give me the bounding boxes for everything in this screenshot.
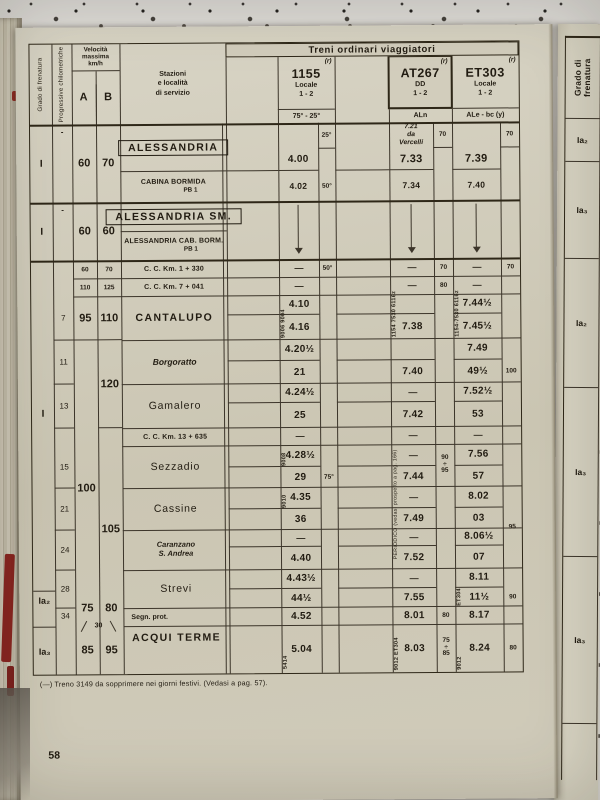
footnote: (—) Treno 3149 da sopprimere nei giorni festivi. (Vedasi a pag. 57). bbox=[39, 678, 268, 689]
time-et303-cassine-dep: 03 bbox=[472, 512, 485, 524]
speed-b: 70 bbox=[105, 265, 113, 273]
progressive-value: 7 bbox=[53, 296, 73, 340]
train-number: AT267 bbox=[400, 66, 440, 81]
speed-a: 110 bbox=[79, 283, 91, 291]
train-header-at267: (r) AT267 DD 1 - 2 bbox=[388, 55, 453, 109]
time-at267-sezzadio: 7.44 bbox=[403, 470, 424, 482]
grado-value: Ia₂ bbox=[33, 591, 55, 609]
train-header-1155: (r) 1155 Locale 1 - 2 bbox=[291, 57, 332, 98]
progressive-value: 28 bbox=[55, 570, 75, 608]
pct-1155: 50° bbox=[322, 264, 333, 272]
time-at267-borgoratto: 7.40 bbox=[402, 365, 424, 377]
progressive-value: 34 bbox=[60, 611, 70, 621]
time-1155-strevi-dep: 44½ bbox=[291, 592, 312, 604]
time-at267-caranzano-arr: — bbox=[392, 528, 436, 546]
time-at267-gamalero: 7.42 bbox=[402, 408, 424, 420]
speed-a: 60 bbox=[78, 157, 91, 170]
col-a-header: A bbox=[79, 91, 88, 104]
through-arrow-icon bbox=[476, 204, 477, 248]
time-at267-strevi-arr: — bbox=[392, 568, 436, 588]
time-at267-cassine: 7.49 bbox=[403, 512, 425, 524]
station-borgoratto: Borgoratto bbox=[152, 356, 197, 367]
adjacent-grado-cell: Ia₂ bbox=[564, 259, 599, 388]
crossing-trains-et303-acqui: 9012 bbox=[456, 656, 463, 670]
speed-restriction-symbol: 30 bbox=[79, 619, 117, 632]
train-et303-stock: ALe - bc (y) bbox=[452, 107, 519, 121]
train-1155-stock: 75° - 25° bbox=[278, 109, 335, 123]
station-cc-km-13-635: C. C. Km. 13 + 635 bbox=[143, 433, 208, 441]
photo-corner-shadow bbox=[0, 688, 30, 800]
crossing-trains-1155-acqui: 5414 bbox=[282, 655, 289, 670]
speed-et303: 100 bbox=[505, 366, 517, 374]
crossing-trains-1155-cassine: 9010 bbox=[281, 494, 288, 509]
time-et303-cabina: 7.40 bbox=[467, 179, 486, 190]
r-mark: (r) bbox=[508, 56, 516, 64]
pct-1155: 25° bbox=[318, 123, 335, 149]
time-1155-cantalupo-arr: 4.10 bbox=[279, 295, 319, 315]
time-at267-cabina: 7.34 bbox=[402, 180, 421, 191]
timetable-table bbox=[28, 40, 523, 675]
through-arrow-icon bbox=[298, 205, 299, 249]
adjacent-page bbox=[554, 24, 600, 800]
station-gamalero: Gamalero bbox=[148, 399, 202, 412]
adjacent-page-table bbox=[561, 36, 600, 780]
time-et303-caranzano-arr: 8.06½ bbox=[455, 527, 503, 545]
speed-b: 80 bbox=[105, 602, 118, 615]
time-et303-alessandria: 7.39 bbox=[452, 147, 500, 169]
station-sezzadio: Sezzadio bbox=[150, 460, 201, 473]
speed-a: 60 bbox=[81, 265, 89, 273]
time-et303-gamalero-arr: 7.52½ bbox=[454, 381, 502, 401]
time-et303-segn-prot: 8.17 bbox=[469, 609, 490, 621]
table-title: Treni ordinari viaggiatori bbox=[225, 41, 518, 57]
speed-b: 60 bbox=[102, 225, 115, 238]
speed-a: 85 bbox=[81, 644, 94, 657]
time-at267-cantalupo: 7.38 bbox=[402, 320, 423, 332]
time-1155-cc1: — bbox=[294, 262, 304, 273]
speed-b: 70 bbox=[102, 157, 115, 170]
time-et303-sezzadio-dep: 57 bbox=[472, 470, 485, 482]
speed-et303: 70 bbox=[506, 262, 515, 270]
time-1155-cabina: 4.02 bbox=[289, 180, 308, 191]
stazioni-header: Stazioni e località di servizio bbox=[155, 71, 190, 97]
speed-a: 75 bbox=[81, 602, 94, 615]
time-1155-gamalero-dep: 25 bbox=[294, 409, 306, 421]
time-1155-cassine-dep: 36 bbox=[294, 513, 307, 525]
time-et303-cassine-arr: 8.02 bbox=[455, 485, 503, 507]
adjacent-grado-cell: Ia₂ bbox=[565, 119, 599, 162]
time-1155-alessandria: 4.00 bbox=[278, 149, 318, 171]
time-1155-cassine-arr: 4.35 bbox=[281, 487, 321, 509]
speed-b: 125 bbox=[103, 283, 115, 291]
speed-a: 100 bbox=[77, 482, 96, 495]
time-et303-caranzano-dep: 07 bbox=[473, 551, 485, 563]
time-et303-borgoratto-dep: 49½ bbox=[467, 365, 488, 377]
station-cc-km-1-330: C. C. Km. 1 + 330 bbox=[143, 265, 205, 273]
speed-at267: 80 bbox=[442, 611, 450, 619]
grado-value: Ia₃ bbox=[33, 627, 55, 675]
progressive-value: 15 bbox=[54, 446, 74, 488]
train-number: ET303 bbox=[465, 65, 505, 81]
note-at267-origin: 7.21 da Vercelli bbox=[399, 123, 424, 147]
through-arrow-icon bbox=[411, 204, 412, 248]
pct-1155: 75° bbox=[323, 473, 334, 481]
time-et303-strevi-dep: 11½ bbox=[469, 591, 490, 603]
time-et303-sezzadio-arr: 7.56 bbox=[454, 443, 502, 465]
time-1155-caranzano-dep: 4.40 bbox=[290, 552, 312, 564]
speed-b: 110 bbox=[97, 296, 121, 340]
time-1155-acqui: 5.04 bbox=[291, 643, 313, 655]
page-number: 58 bbox=[48, 749, 61, 762]
grado-header: Grado di frenatura bbox=[36, 57, 44, 112]
time-et303-borgoratto-arr: 7.49 bbox=[453, 337, 501, 359]
time-1155-segn-prot: 4.52 bbox=[291, 610, 312, 622]
time-at267-acqui: 8.03 bbox=[404, 642, 426, 654]
time-at267-caranzano: 7.52 bbox=[403, 551, 425, 563]
time-at267-alessandria: 7.33 bbox=[389, 148, 433, 170]
station-cassine: Cassine bbox=[153, 502, 198, 515]
station-acqui-terme: ACQUI TERME bbox=[132, 631, 222, 645]
station-strevi: Strevi bbox=[160, 582, 193, 595]
crossing-trains-1155-cantalupo: 9006 9004 bbox=[280, 309, 287, 339]
station-caranzano: Caranzano S. Andrea bbox=[156, 540, 196, 558]
grado-header-label: Grado di frenatura bbox=[572, 58, 592, 98]
time-et303-strevi-arr: 8.11 bbox=[455, 567, 503, 587]
progressive-value: 21 bbox=[55, 488, 75, 530]
speed-b: 105 bbox=[101, 523, 121, 536]
progressive-value: 11 bbox=[53, 340, 73, 384]
station-alessandria-cab-borm: ALESSANDRIA CAB. BORM. PB 1 bbox=[124, 237, 224, 254]
time-at267-cc2: — bbox=[407, 280, 417, 291]
time-at267-cassine-arr: — bbox=[392, 486, 436, 508]
time-at267-segn-prot: 8.01 bbox=[404, 609, 425, 621]
time-at267-cc3: — bbox=[408, 430, 418, 441]
time-1155-borgoratto-arr: 4.20½ bbox=[279, 339, 319, 361]
speed-at267: 75 ÷ 85 bbox=[442, 637, 450, 658]
progressive-value: - bbox=[60, 127, 64, 137]
station-cabina-bormida: CABINA BORMIDA PB 1 bbox=[140, 178, 206, 195]
time-1155-caranzano-arr: — bbox=[281, 529, 321, 547]
progressive-value: 13 bbox=[54, 384, 74, 428]
station-alessandria-sm: ALESSANDRIA SM. bbox=[121, 201, 227, 232]
time-1155-sezzadio-arr: 4.28½ bbox=[280, 445, 320, 467]
crossing-trains-et303-cantalupo: 1154-7530 6116z bbox=[454, 290, 461, 337]
train-header-et303: (r) ET303 Locale 1 - 2 bbox=[465, 56, 516, 97]
time-1155-gamalero-arr: 4.24½ bbox=[280, 383, 320, 403]
station-alessandria: ALESSANDRIA bbox=[120, 123, 226, 172]
pct-1155: 50° bbox=[321, 182, 332, 190]
time-1155-sezzadio-dep: 29 bbox=[294, 471, 307, 483]
time-1155-borgoratto-dep: 21 bbox=[293, 366, 306, 378]
grado-value: I bbox=[40, 226, 44, 238]
station-segn-prot: Segn. prot. bbox=[131, 613, 169, 621]
train-at267-stock: ALn bbox=[389, 108, 452, 122]
time-et303-cantalupo-dep: 7.45½ bbox=[462, 320, 493, 332]
speed-b: 95 bbox=[105, 644, 118, 657]
speed-a: 95 bbox=[73, 296, 97, 340]
time-at267-sezzadio-arr: — bbox=[391, 444, 435, 466]
time-1155-strevi-arr: 4.43½ bbox=[281, 569, 321, 589]
speed-b: 120 bbox=[97, 340, 122, 428]
grado-value: I bbox=[39, 158, 43, 170]
time-1155-cc2: — bbox=[294, 280, 304, 291]
timetable-page bbox=[15, 24, 556, 800]
progressive-header: Progressive chilometriche bbox=[57, 46, 65, 123]
time-1155-cc3: — bbox=[295, 430, 305, 441]
adjacent-grado-cell: Ia₃ bbox=[563, 388, 598, 557]
velocita-header: Velocità massima km/h A B bbox=[71, 44, 120, 124]
station-cantalupo: CANTALUPO bbox=[135, 311, 214, 325]
crossing-trains-at267-acqui: 9012 ET304 bbox=[393, 637, 400, 671]
speed-at267: 90 ÷ 95 bbox=[441, 454, 449, 475]
speed-et303: 80 bbox=[509, 643, 517, 651]
time-et303-cc3: — bbox=[473, 429, 483, 440]
time-at267-strevi: 7.55 bbox=[403, 591, 425, 603]
time-et303-acqui: 8.24 bbox=[469, 642, 491, 654]
adjacent-grado-header bbox=[566, 38, 600, 119]
grado-value: I bbox=[41, 408, 45, 420]
time-et303-gamalero-dep: 53 bbox=[472, 408, 484, 420]
adjacent-grado-cell: Ia₃ bbox=[565, 162, 600, 259]
periodico-note: PERIODICO (vedasi prospetto a pag. 166) bbox=[392, 449, 400, 560]
station-cc-km-7-041: C. C. Km. 7 + 041 bbox=[144, 283, 205, 291]
train-number: 1155 bbox=[291, 67, 321, 82]
speed-a: 60 bbox=[78, 225, 91, 238]
col-b-header: B bbox=[95, 71, 120, 124]
crossing-trains-1155-sezzadio: 9008 bbox=[281, 452, 288, 467]
speed-at267: 70 bbox=[433, 122, 452, 148]
time-et303-cc1: — bbox=[472, 261, 482, 272]
time-et303-cantalupo-arr: 7.44½ bbox=[453, 293, 501, 313]
time-at267-cc1: — bbox=[407, 262, 417, 273]
speed-at267: 70 bbox=[439, 263, 448, 271]
time-1155-cantalupo-dep: 4.16 bbox=[289, 321, 310, 333]
progressive-value: 24 bbox=[55, 530, 75, 570]
speed-at267: 80 bbox=[439, 281, 448, 289]
progressive-value: - bbox=[61, 205, 64, 215]
speed-et303: 95 bbox=[508, 522, 516, 530]
time-at267-gamalero-arr: — bbox=[391, 382, 435, 402]
speed-et303: 90 bbox=[509, 592, 517, 600]
crossing-trains-et303-strevi: ET304 bbox=[456, 588, 463, 606]
r-mark: (r) bbox=[324, 57, 332, 65]
time-et303-cc2: — bbox=[472, 279, 482, 290]
speed-et303: 70 bbox=[500, 121, 519, 147]
r-mark: (r) bbox=[440, 57, 448, 65]
adjacent-grado-cell: Ia₃ bbox=[562, 557, 597, 724]
crossing-trains-at267-cantalupo: 1154 7530 6116z bbox=[391, 290, 398, 338]
